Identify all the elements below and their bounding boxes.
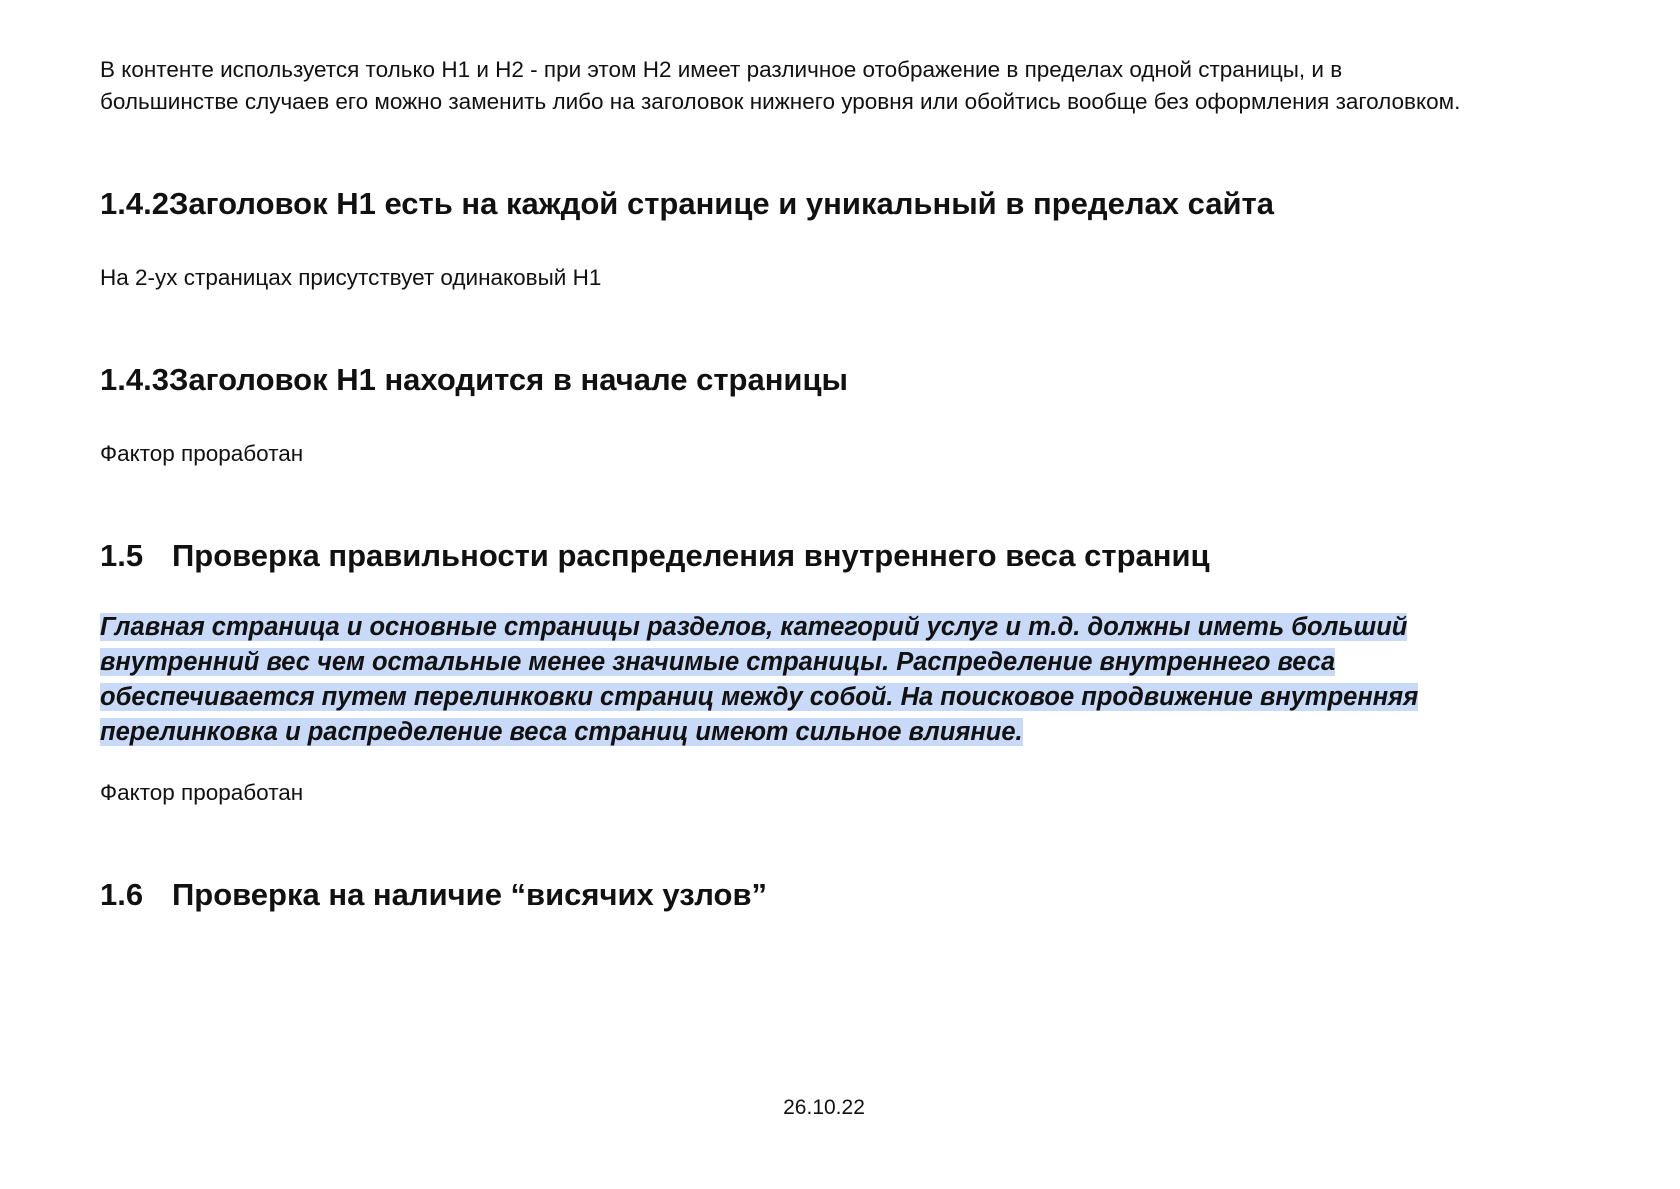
section-number: 1.4.2 <box>100 186 169 221</box>
document-content <box>100 54 1480 915</box>
section-body-1-5: Фактор проработан <box>100 780 304 805</box>
section-title: Проверка правильности распределения внутреннего веса страниц <box>172 538 1210 573</box>
intro-paragraph: В контенте используется только H1 и H2 - при этом H2 имеет различное отображение в пределах одной страницы, и в большинстве случаев его можно заменить либо на заголовок нижнего уровня или обойтись вообще без оформления заголовком. <box>100 57 1461 114</box>
section-title: Заголовок H1 есть на каждой странице и уникальный в пределах сайта <box>168 186 1274 221</box>
section-body-1-4-3: Фактор проработан <box>100 441 304 466</box>
section-body-1-4-2: На 2-ух страницах присутствует одинаковый H1 <box>100 265 602 290</box>
footer-date: 26.10.22 <box>783 1096 865 1119</box>
section-heading-1-4-2 <box>100 184 1480 224</box>
highlighted-text: Главная страница и основные страницы разделов, категорий услуг и т.д. должны иметь больший внутренний вес чем остальные менее значимые страницы. Распределение внутреннего веса обеспечивается путем перелинковки страниц между собой. На поисковое продвижение внутренняя перелинковка и распределение веса страниц имеют сильное влияние. <box>100 613 1419 746</box>
section-heading-1-5 <box>100 536 1480 576</box>
section-number: 1.5 <box>100 538 144 573</box>
section-heading-1-4-3 <box>100 360 1480 400</box>
section-number: 1.6 <box>100 877 144 912</box>
section-heading-1-6 <box>100 875 1480 915</box>
section-number: 1.4.3 <box>100 362 169 397</box>
highlighted-paragraph <box>100 610 1480 750</box>
section-title: Заголовок H1 находится в начале страницы <box>168 362 849 397</box>
section-title: Проверка на наличие “висячих узлов” <box>172 877 768 912</box>
